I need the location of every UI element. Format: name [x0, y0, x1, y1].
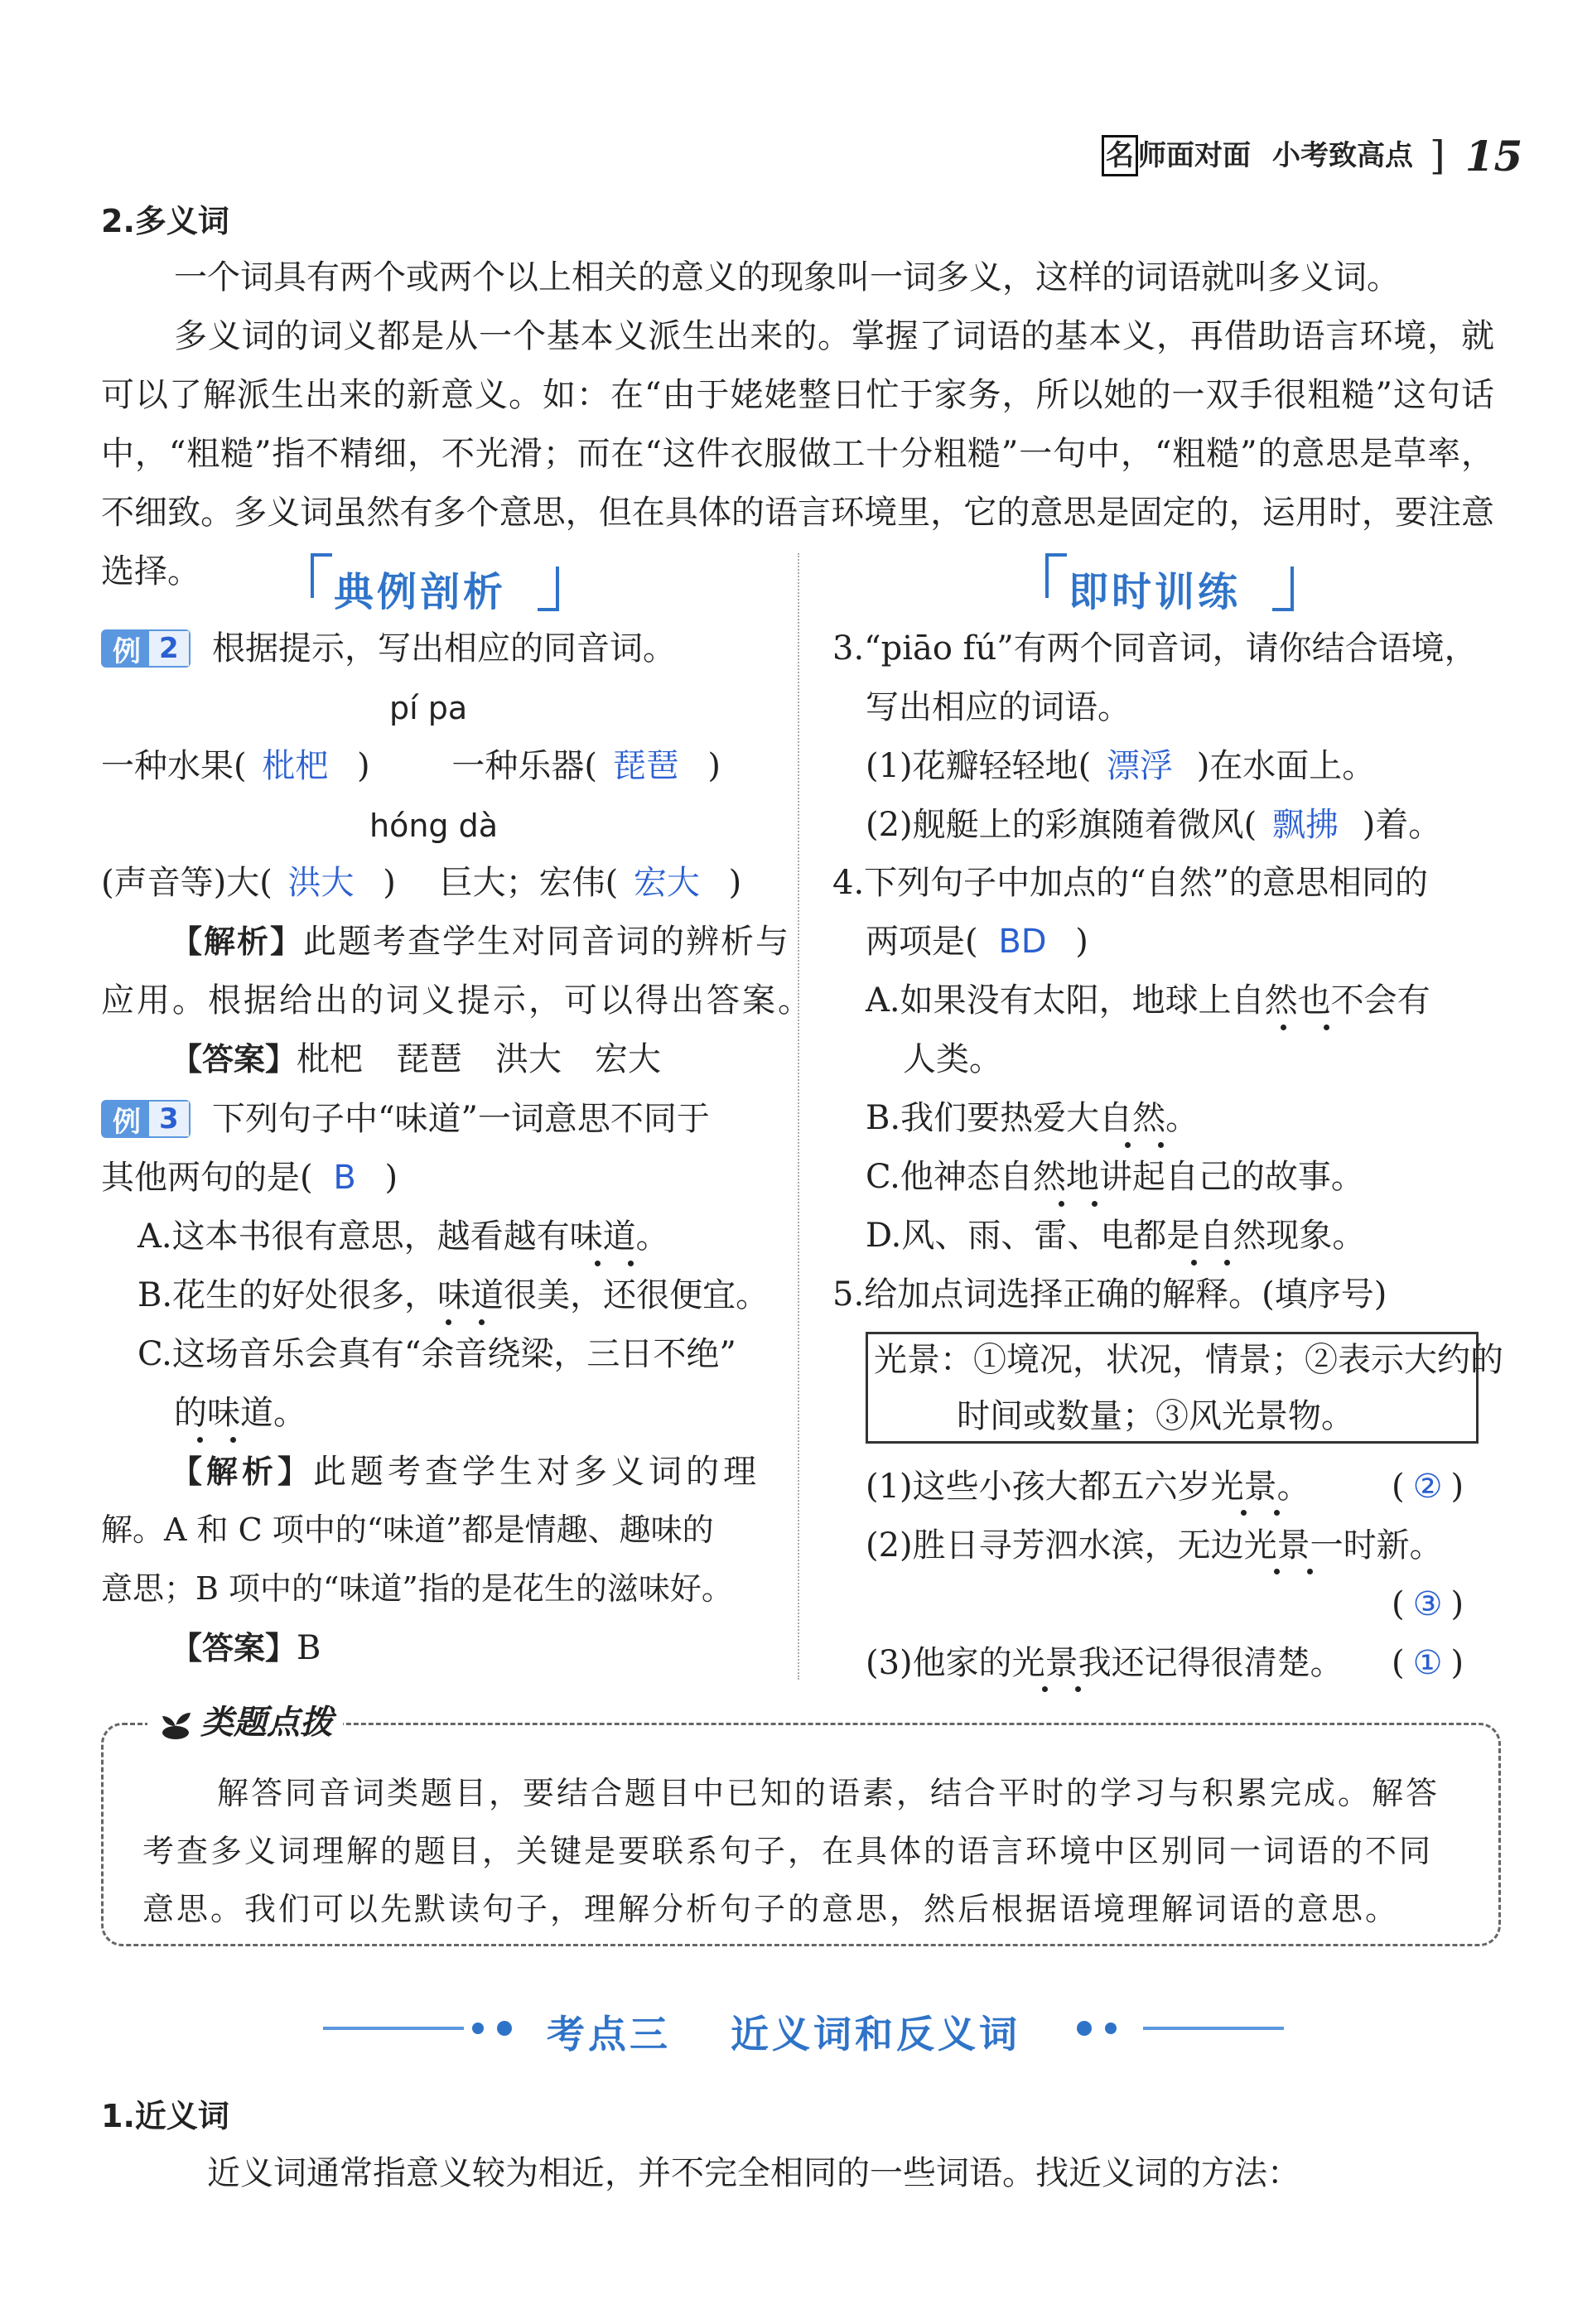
tip-header — [147, 1704, 343, 1741]
tip-line-2: 考查多义词理解的题目，关键是要联系句子，在具体的语言环境中区别同一词语的不同 — [142, 1833, 1434, 1869]
title-text: 即时训练 — [1069, 569, 1242, 615]
page-number: 15 — [1464, 131, 1523, 181]
tip-line-3: 意思。我们可以先默读句子，理解分析句子的意思，然后根据语境理解词语的意思。 — [142, 1891, 1400, 1927]
emphasis-dot — [446, 1319, 451, 1325]
example-3-badge: 例 3 — [101, 1100, 191, 1138]
divider-dot — [1077, 2021, 1092, 2036]
polysemy-paragraph-2: 多义词的词义都是从一个基本义派生出来的。掌握了词语的基本义，再借助语言环境，就可以了解派生出来的新意义。如：在“由于姥姥整日忙于家务，所以她的一双手很粗糙”这句话中，“粗糙”指不精细，不光滑；而在“这件衣服做工十分粗糙”一句中，“粗糙”的意思是草率，不细致。多义词虽然有多个意思，但在具体的语言环境里，它的意思是固定的，运用时，要注意选择。 — [101, 317, 1494, 591]
polysemy-paragraph-1: 一个词具有两个或两个以上相关的意义的现象叫一词多义，这样的词语就叫多义词。 — [174, 258, 1400, 297]
answer-q5-3: ① — [1412, 1644, 1443, 1682]
question-3-line-2: 写出相应的词语。 — [866, 688, 1131, 726]
emphasis-dot — [479, 1319, 485, 1325]
question-3-item-1: (1)花瓣轻轻地( 漂浮 )在水面上。 — [866, 747, 1376, 785]
definition-line-1: 光景：①境况，状况，情景；②表示大约的 — [874, 1341, 1503, 1379]
divider-dot — [497, 2021, 512, 2036]
example-3-option-c-line-2: 的味道。 — [174, 1394, 306, 1432]
synonyms-paragraph-1: 近义词通常指意义较为相近，并不完全相同的一些词语。找近义词的方法： — [207, 2154, 1300, 2192]
kaodian-label: 考点三 — [547, 2012, 671, 2056]
example-2-answer: 【答案】枇杷 琵琶 洪大 宏大 — [171, 1040, 662, 1078]
answer-pipa-fruit: 枇杷 — [262, 747, 329, 785]
brand-logo-box: 名 — [1102, 135, 1138, 176]
emphasis-dot — [1125, 1142, 1131, 1148]
pinyin-pipa: pí pa — [389, 690, 468, 726]
emphasis-dot — [1042, 1686, 1048, 1692]
divider-right — [1143, 2027, 1284, 2030]
emphasis-dot — [1307, 1569, 1313, 1574]
emphasis-dot — [1075, 1686, 1081, 1692]
emphasis-dot — [1191, 1260, 1197, 1266]
column-divider — [798, 553, 799, 1680]
emphasis-dot — [1241, 1510, 1247, 1516]
question-5-item-3: (3)他家的光景我还记得很清楚。 — [866, 1644, 1344, 1682]
emphasis-dot — [230, 1437, 236, 1443]
example-3-answer: 【答案】B — [171, 1629, 321, 1667]
answer-piaofu-2: 飘拂 — [1271, 806, 1339, 844]
tip-title: 类题点拨 — [200, 1703, 333, 1742]
divider-dot — [472, 2023, 484, 2034]
emphasis-dot — [1059, 1201, 1064, 1207]
header-bracket: ] — [1430, 133, 1445, 179]
seedling-icon — [157, 1704, 194, 1741]
question-4-option-d: D.风、雨、雷、电都是自然现象。 — [866, 1217, 1366, 1255]
question-4-option-a-line-2: 人类。 — [903, 1040, 1002, 1078]
example-3-option-b: B.花生的好处很多，味道很美，还很便宜。 — [137, 1276, 769, 1314]
tip-line-1: 解答同音词类题目，要结合题目中已知的语素，结合平时的学习与积累完成。解答 — [217, 1775, 1440, 1811]
question-5-item-1-answer: ( ② ) — [1392, 1468, 1464, 1506]
question-4-option-b: B.我们要热爱大自然。 — [866, 1099, 1199, 1137]
question-4-option-c: C.他神态自然地讲起自己的故事。 — [866, 1158, 1364, 1196]
page-header — [1102, 131, 1522, 181]
example-3-option-a: A.这本书很有意思，越看越有味道。 — [137, 1217, 669, 1256]
question-5-item-2-answer: ( ③ ) — [1392, 1585, 1464, 1623]
emphasis-dot — [1224, 1260, 1230, 1266]
example-2-analysis-line-2: 应用。根据给出的词义提示，可以得出答案。 — [101, 981, 813, 1020]
emphasis-dot — [1092, 1201, 1098, 1207]
emphasis-dot — [197, 1437, 203, 1443]
answer-q5-2: ③ — [1412, 1585, 1443, 1623]
title-text: 典例剖析 — [334, 569, 507, 615]
emphasis-dot — [628, 1261, 634, 1266]
left-section-title — [311, 553, 559, 615]
emphasis-dot — [1281, 1025, 1286, 1030]
question-4: 4.下列句子中加点的“自然”的意思相同的 — [832, 864, 1429, 902]
right-section-title — [1045, 553, 1294, 615]
emphasis-dot — [1158, 1142, 1164, 1148]
answer-piaofu-1: 漂浮 — [1106, 747, 1173, 785]
question-4-line-2: 两项是( BD ) — [866, 923, 1088, 961]
question-4-option-a: A.如果没有太阳，地球上自然也不会有 — [866, 981, 1430, 1020]
answer-hongda-2: 宏大 — [633, 864, 700, 902]
answer-hongda-1: 洪大 — [287, 864, 355, 902]
question-5-item-2: (2)胜日寻芳泗水滨，无边光景一时新。 — [866, 1526, 1443, 1565]
answer-q5-1: ② — [1412, 1468, 1443, 1506]
example-2-prompt: 根据提示，写出相应的同音词。 — [212, 629, 676, 668]
question-3: 3.“piāo fú”有两个同音词，请你结合语境， — [832, 629, 1478, 668]
answer-pipa-instrument: 琵琶 — [612, 747, 679, 785]
emphasis-dot — [1274, 1569, 1280, 1574]
question-3-item-2: (2)舰艇上的彩旗随着微风( 飘拂 )着。 — [866, 806, 1442, 844]
kaodian-title: 近义词和反义词 — [731, 2012, 1020, 2056]
divider-dot — [1105, 2023, 1117, 2034]
series-name: 小考致高点 — [1272, 139, 1413, 172]
example-3-analysis-line-2: 解。A 和 C 项中的“味道”都是情趣、趣味的 — [101, 1512, 714, 1548]
example-2-analysis: 【解析】此题考查学生对同音词的辨析与 — [171, 923, 791, 961]
example-3-prompt-line-2: 其他两句的是( B ) — [101, 1159, 398, 1197]
example-2-line-1: 一种水果( 枇杷 ) 一种乐器( 琵琶 ) — [101, 747, 721, 785]
answer-q4: BD — [998, 923, 1047, 961]
example-3-answer-inline: B — [333, 1159, 356, 1197]
emphasis-dot — [595, 1261, 601, 1266]
pinyin-hongda: hóng dà — [369, 808, 499, 844]
definition-line-2: 时间或数量；③风光景物。 — [957, 1397, 1354, 1435]
divider-left — [323, 2027, 464, 2030]
emphasis-dot — [1274, 1510, 1280, 1516]
brand-name: 师面对面 — [1138, 139, 1251, 172]
example-2-line-2: (声音等)大( 洪大 ) 巨大；宏伟( 宏大 ) — [101, 864, 742, 902]
emphasis-dot — [1324, 1025, 1329, 1030]
example-3-prompt: 下列句子中“味道”一词意思不同于 — [212, 1100, 710, 1138]
question-5-item-3-answer: ( ① ) — [1392, 1644, 1464, 1682]
example-2-badge: 例 2 — [101, 629, 191, 668]
example-3-analysis-line-3: 意思；B 项中的“味道”指的是花生的滋味好。 — [101, 1570, 733, 1607]
example-3-analysis: 【解析】此题考查学生对多义词的理 — [171, 1453, 761, 1491]
example-3-option-c: C.这场音乐会真有“余音绕梁，三日不绝” — [137, 1335, 736, 1373]
question-5-item-1: (1)这些小孩大都五六岁光景。 — [866, 1468, 1310, 1506]
section-heading-polysemy: 2.多义词 — [101, 203, 229, 239]
question-5: 5.给加点词选择正确的解释。(填序号) — [832, 1275, 1387, 1314]
section-heading-synonyms: 1.近义词 — [101, 2098, 229, 2134]
